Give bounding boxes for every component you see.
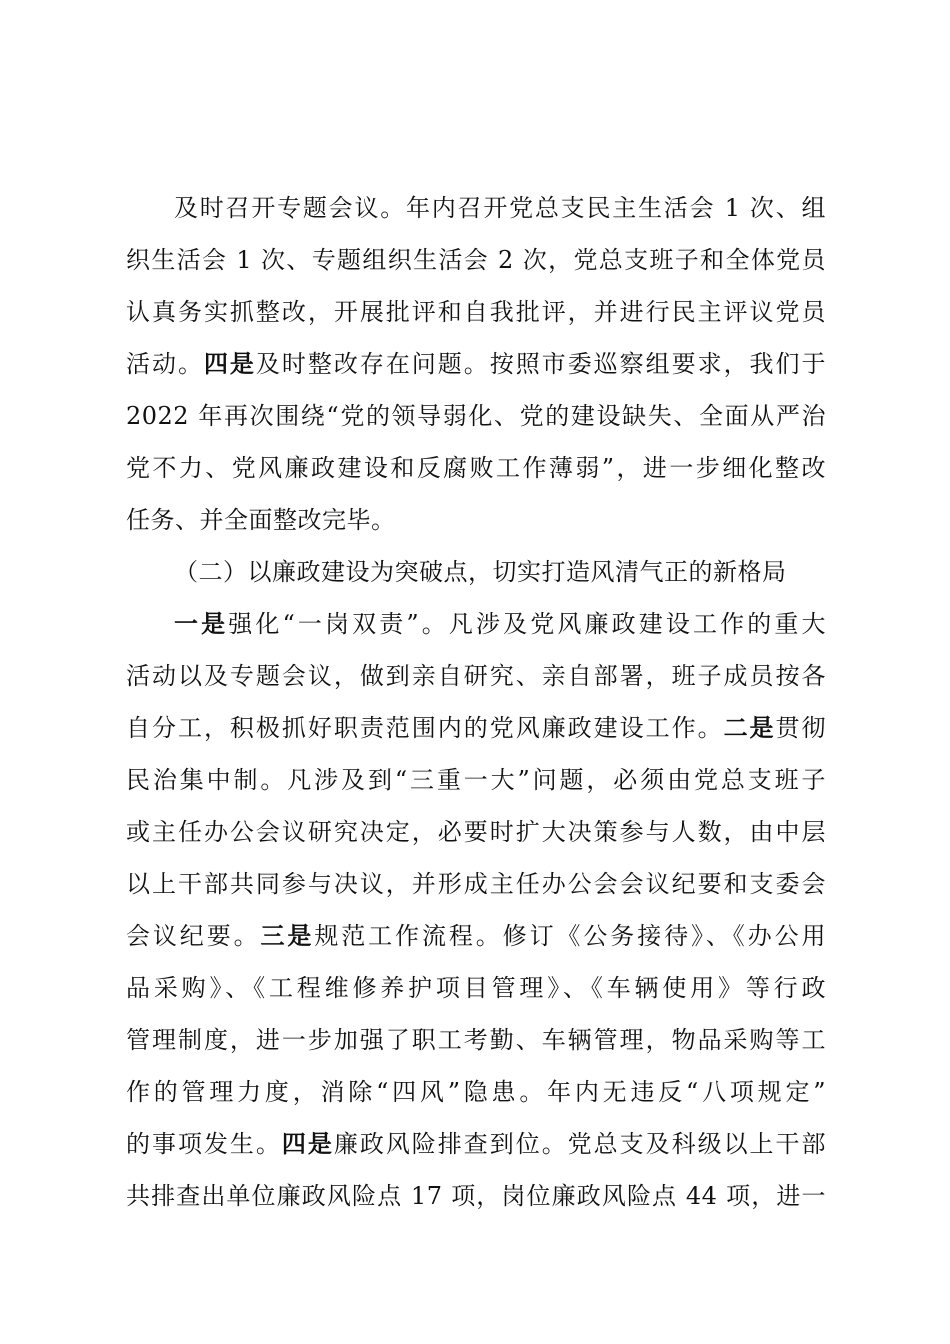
text-run: 及时整改存在问题。按照市委巡察组要求，我们于 [255,350,827,378]
text-run: 规范工作流程。修订《公务接待》、《办公用 [314,922,827,950]
text-run: 认真务实抓整改，开展批评和自我批评，并进行民主评议党员 [126,298,826,326]
text-run: 织生活会 1 次、专题组织生活会 2 次，党总支班子和全体党员 [126,246,826,274]
paragraph-line [126,858,826,910]
text-run: 贯彻 [775,714,827,742]
text-run: 党不力、党风廉政建设和反腐败工作薄弱”，进一步细化整改 [126,454,826,482]
paragraph-line [126,390,826,442]
text-run: 活动以及专题会议，做到亲自研究、亲自部署，班子成员按各 [126,662,826,690]
document-body [126,182,826,1222]
text-run: 的事项发生。 [126,1130,282,1158]
text-run: 民治集中制。凡涉及到“三重一大”问题，必须由党总支班子 [126,766,826,794]
text-run: 以上干部共同参与决议，并形成主任办公会会议纪要和支委会 [126,870,826,898]
text-run: 2022 年再次围绕“党的领导弱化、党的建设缺失、全面从严治 [126,402,826,430]
paragraph-line [126,702,826,754]
text-run: 或主任办公会议研究决定，必要时扩大决策参与人数，由中层 [126,818,826,846]
text-run: 廉政风险排查到位。党总支及科级以上干部 [333,1130,827,1158]
paragraph-line [126,1118,826,1170]
paragraph-line [126,650,826,702]
section-heading [126,546,826,598]
paragraph-line [126,962,826,1014]
text-run: 作的管理力度，消除“四风”隐患。年内无违反“八项规定” [126,1078,826,1106]
paragraph-line [126,494,826,546]
paragraph-line [126,754,826,806]
text-run: 及时召开专题会议。年内召开党总支民主生活会 1 次、组 [174,194,826,222]
paragraph-line [126,182,826,234]
bold-text-run: 四是 [281,1129,334,1158]
heading-text: （二）以廉政建设为突破点，切实打造风清气正的新格局 [174,558,787,586]
bold-text-run: 三是 [260,921,315,950]
text-run: 强化“一岗双责”。凡涉及党风廉政建设工作的重大 [228,610,826,638]
paragraph-line [126,1170,826,1222]
text-run: 任务、并全面整改完毕。 [126,506,396,534]
bold-text-run: 二是 [723,713,776,742]
paragraph-line [126,598,826,650]
paragraph-line [126,806,826,858]
bold-text-run: 四是 [203,349,256,378]
paragraph-line [126,338,826,390]
text-run: 自分工，积极抓好职责范围内的党风廉政建设工作。 [126,714,724,742]
paragraph-line [126,910,826,962]
paragraph-line [126,286,826,338]
bold-text-run: 一是 [174,609,229,638]
text-run: 品采购》、《工程维修养护项目管理》、《车辆使用》等行政 [126,974,826,1002]
text-run: 共排查出单位廉政风险点 17 项，岗位廉政风险点 44 项，进一 [126,1182,826,1210]
paragraph-line [126,234,826,286]
text-run: 活动。 [126,350,204,378]
paragraph-line [126,1014,826,1066]
text-run: 管理制度，进一步加强了职工考勤、车辆管理，物品采购等工 [126,1026,826,1054]
paragraph-line [126,442,826,494]
text-run: 会议纪要。 [126,922,261,950]
paragraph-line [126,1066,826,1118]
